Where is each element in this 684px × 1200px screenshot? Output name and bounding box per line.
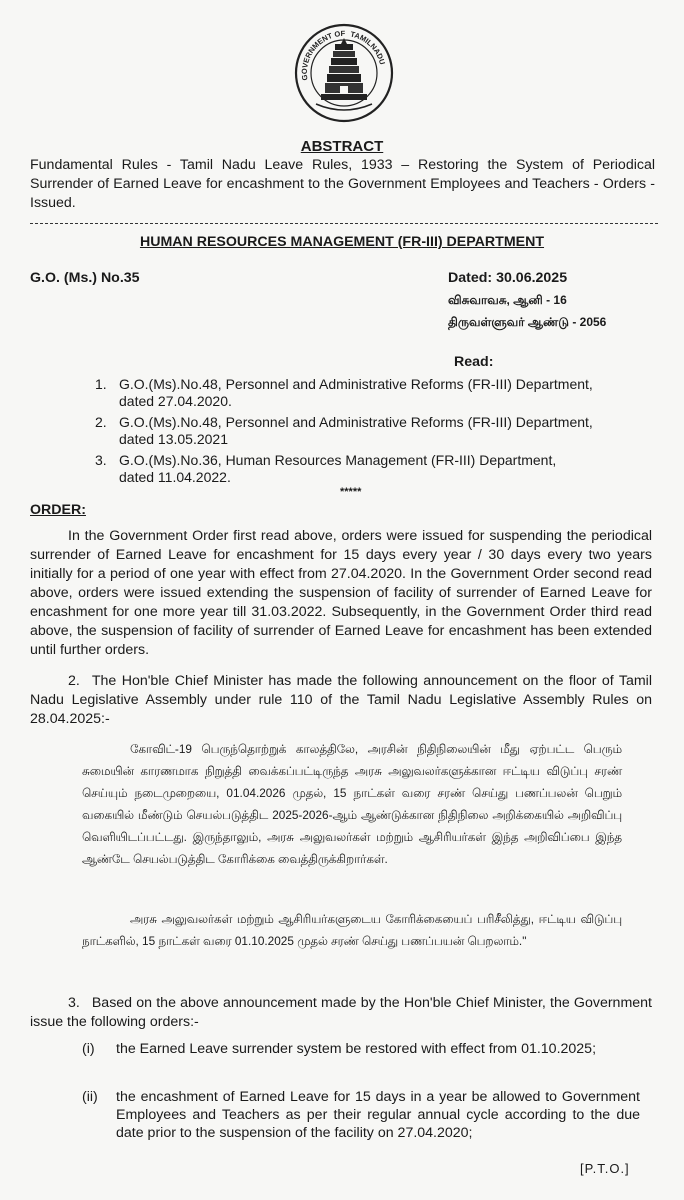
separator-stars: ***** — [340, 486, 362, 498]
reference-item — [95, 414, 595, 448]
abstract-text: Fundamental Rules - Tamil Nadu Leave Rules, 1933 – Restoring the System of Periodical Surrender of Earned Leave for encashment to the Government Employees and Teachers - Orders - Issued. — [30, 157, 655, 211]
tamil-date-line-1: விசுவாவசு, ஆனி - 16 — [448, 293, 567, 307]
reference-item — [95, 452, 595, 486]
order-paragraph-1: In the Government Order first read above, orders were issued for suspending the periodical surrender of Earned Leave for encashment for 15 days every year / 30 days every two years initially for a period of one year with effect from 27.04.2020. In the Government Order second read above, orders were issued extending the suspension of facility of surrender of Earned Leave for encashment for one more year till 31.03.2022. Subsequently, in the Government Order third read above, the suspension of facility of surrender of Earned Leave for encashment has been extended until further orders. — [30, 528, 652, 658]
reference-text: G.O.(Ms).No.48, Personnel and Administrative Reforms (FR-III) Department, dated 13.05.2021 — [119, 414, 593, 447]
order-heading: ORDER: — [30, 502, 86, 518]
order-item-number: (i) — [82, 1041, 95, 1057]
paragraph-text: Based on the above announcement made by the Hon'ble Chief Minister, the Government issue the following orders:- — [30, 995, 652, 1030]
paragraph-number: 3. — [68, 995, 80, 1011]
dated: Dated: 30.06.2025 — [448, 270, 568, 286]
reference-item — [95, 376, 595, 410]
svg-text:GOVERNMENT OF: GOVERNMENT OF — [299, 28, 346, 81]
order-item-text: the Earned Leave surrender system be restored with effect from 01.10.2025; — [116, 1041, 597, 1057]
order-paragraph-2 — [30, 672, 652, 729]
abstract-heading: ABSTRACT — [300, 138, 384, 155]
reference-number: 3. — [95, 452, 107, 468]
pto-marker: [P.T.O.] — [580, 1161, 630, 1176]
reference-text: G.O.(Ms).No.48, Personnel and Administrative Reforms (FR-III) Department, dated 27.04.2020. — [119, 376, 593, 409]
reference-number: 2. — [95, 414, 107, 430]
svg-text:TAMILNADU: TAMILNADU — [349, 29, 388, 66]
tamil-announcement-paragraph-1: கோவிட்-19 பெருந்தொற்றுக் காலத்திலே, அரசின் நிதிநிலையின் மீது ஏற்பட்ட பெரும் சுமையின் காரணமாக நிறுத்தி வைக்கப்பட்டிருந்த அரசு அலுவலர்களுக்கான ஈட்டிய விடுப்பு சரண் செய்யும் நடைமுறையை, 01.04.2026 முதல், 15 நாட்கள் வரை சரண் செய்து பணப்பலன் பெறும் வகையில் மீண்டும் செயல்படுத்திட 2025-2026-ஆம் ஆண்டுக்கான நிதிநிலை அறிக்கையில் அறிவிப்பு வெளியிடப்பட்டது. இருந்தாலும், அரசு அலுவலர்கள் மற்றும் ஆசிரியர்கள் இந்த அறிவிப்பை இந்த ஆண்டே செயல்படுத்திட கோரிக்கை வைத்திருக்கிறார்கள். — [82, 742, 622, 866]
tamil-nadu-emblem-icon — [294, 22, 394, 124]
tamil-announcement-paragraph-2: அரசு அலுவலர்கள் மற்றும் ஆசிரியர்களுடைய கோரிக்கையைப் பரிசீலித்து, ஈட்டிய விடுப்பு நாட்களில், 15 நாட்கள் வரை 01.10.2025 முதல் சரண் செய்து பணப்பயன் பெறலாம்." — [82, 912, 622, 948]
go-number: G.O. (Ms.) No.35 — [30, 270, 140, 286]
reference-text: G.O.(Ms).No.36, Human Resources Management (FR-III) Department, dated 11.04.2022. — [119, 452, 557, 485]
department-heading: HUMAN RESOURCES MANAGEMENT (FR-III) DEPARTMENT — [139, 234, 545, 250]
order-paragraph-3 — [30, 994, 652, 1032]
paragraph-number: 2. — [68, 673, 80, 689]
order-item-text: the encashment of Earned Leave for 15 days in a year be allowed to Government Employees and Teachers as per their regular annual cycle according to the due date prior to the suspension of the facility on 27.04.2020; — [116, 1089, 640, 1141]
paragraph-text: The Hon'ble Chief Minister has made the following announcement on the floor of Tamil Nadu Legislative Assembly under rule 110 of the Tamil Nadu Legislative Assembly Rules on 28.04.2025:- — [30, 673, 652, 727]
tamil-date-line-2: திருவள்ளுவர் ஆண்டு - 2056 — [448, 315, 607, 329]
references-list — [95, 376, 595, 490]
dashed-divider — [30, 223, 658, 224]
read-heading: Read: — [454, 354, 494, 370]
order-item-number: (ii) — [82, 1089, 98, 1105]
reference-number: 1. — [95, 376, 107, 392]
